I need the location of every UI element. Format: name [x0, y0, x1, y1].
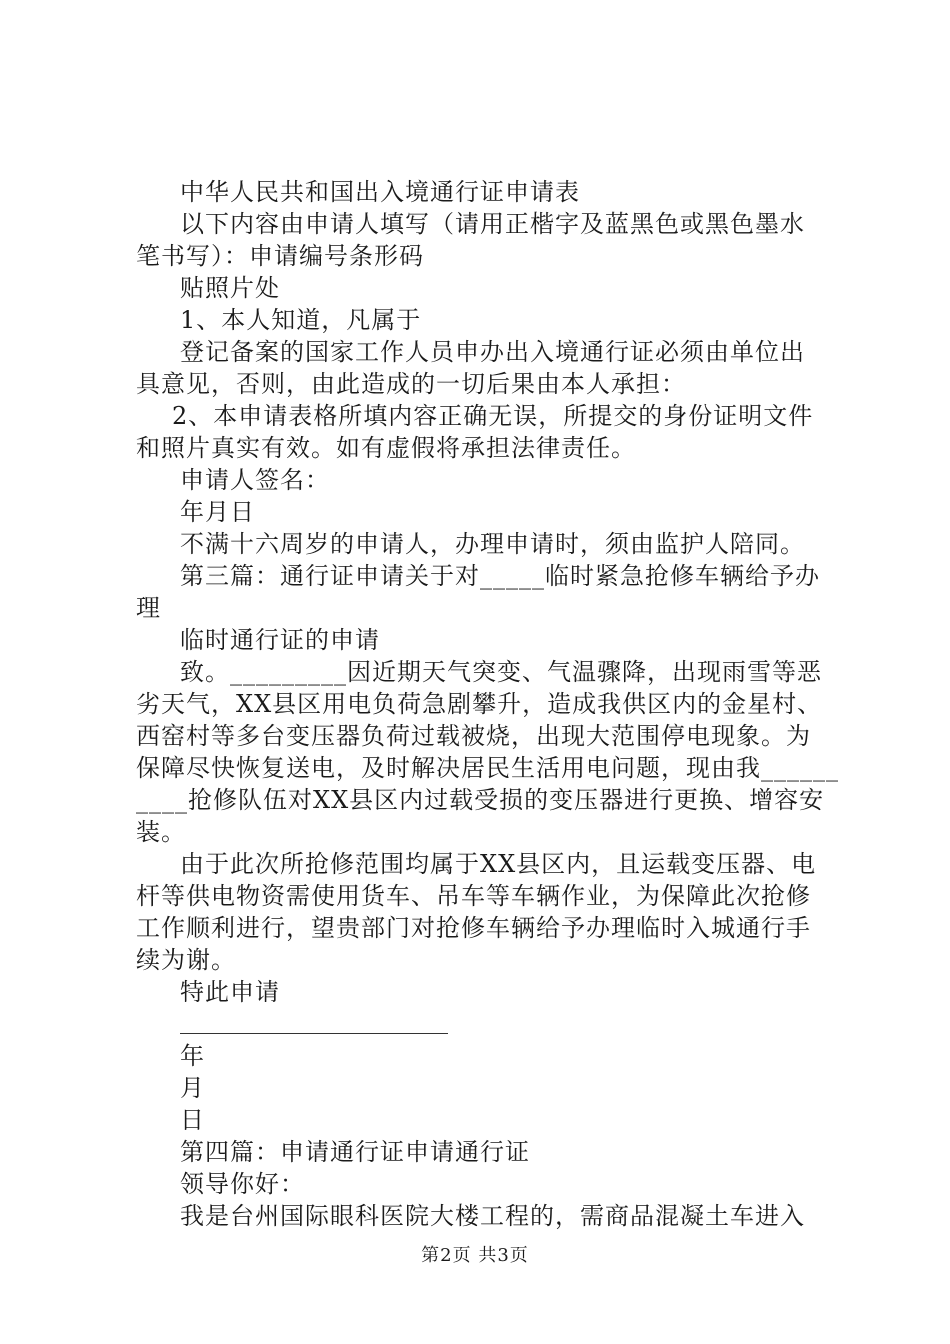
- text-line: 西窑村等多台变压器负荷过载被烧，出现大范围停电现象。为: [136, 722, 811, 750]
- text-line: 理: [136, 594, 161, 622]
- applicant-signature-label: 申请人签名：: [180, 466, 330, 494]
- text-line: 装。: [136, 818, 186, 846]
- date-label: 年月日: [180, 498, 255, 526]
- text-line: 贴照片处: [180, 274, 280, 302]
- form-title: 中华人民共和国出入境通行证申请表: [180, 178, 580, 206]
- text-line: 致。_________因近期天气突变、气温骤降，出现雨雪等恶: [180, 658, 822, 686]
- signature-line: [180, 1008, 448, 1034]
- greeting-text: 领导你好：: [180, 1170, 305, 1198]
- section-heading: 第四篇：申请通行证申请通行证: [180, 1138, 530, 1166]
- text-line: 杆等供电物资需使用货车、吊车等车辆作业，为保障此次抢修: [136, 882, 811, 910]
- text-line: 登记备案的国家工作人员申办出入境通行证必须由单位出: [180, 338, 805, 366]
- text-line: ____抢修队伍对XX县区内过载受损的变压器进行更换、增容安: [136, 786, 825, 814]
- text-line: 笔书写）：申请编号条形码: [136, 242, 424, 270]
- text-line: 续为谢。: [136, 946, 236, 974]
- date-month: 月: [180, 1074, 205, 1102]
- text-line: 由于此次所抢修范围均属于XX县区内，且运载变压器、电: [180, 850, 817, 878]
- text-line: 工作顺利进行，望贵部门对抢修车辆给予办理临时入城通行手: [136, 914, 811, 942]
- section-heading: 第三篇：通行证申请关于对_____临时紧急抢修车辆给予办: [180, 562, 820, 590]
- date-year: 年: [180, 1042, 205, 1070]
- text-line: 保障尽快恢复送电，及时解决居民生活用电问题，现由我______: [136, 754, 839, 782]
- text-line: 1、本人知道，凡属于: [180, 306, 422, 334]
- text-line: 以下内容由申请人填写（请用正楷字及蓝黑色或黑色墨水: [180, 210, 805, 238]
- text-line: 具意见，否则，由此造成的一切后果由本人承担：: [136, 370, 686, 398]
- text-line: 和照片真实有效。如有虚假将承担法律责任。: [136, 434, 636, 462]
- text-line: 2、本申请表格所填内容正确无误，所提交的身份证明文件: [172, 402, 814, 430]
- text-line: 不满十六周岁的申请人，办理申请时，须由监护人陪同。: [180, 530, 805, 558]
- date-day: 日: [180, 1106, 205, 1134]
- document-body: [136, 176, 839, 1232]
- text-line: 劣天气，XX县区用电负荷急剧攀升，造成我供区内的金星村、: [136, 690, 823, 718]
- text-line: 我是台州国际眼科医院大楼工程的，需商品混凝土车进入: [180, 1202, 805, 1230]
- closing-text: 特此申请: [180, 978, 280, 1006]
- page-number-footer: 第2页 共3页: [421, 1245, 529, 1266]
- text-line: 临时通行证的申请: [180, 626, 380, 654]
